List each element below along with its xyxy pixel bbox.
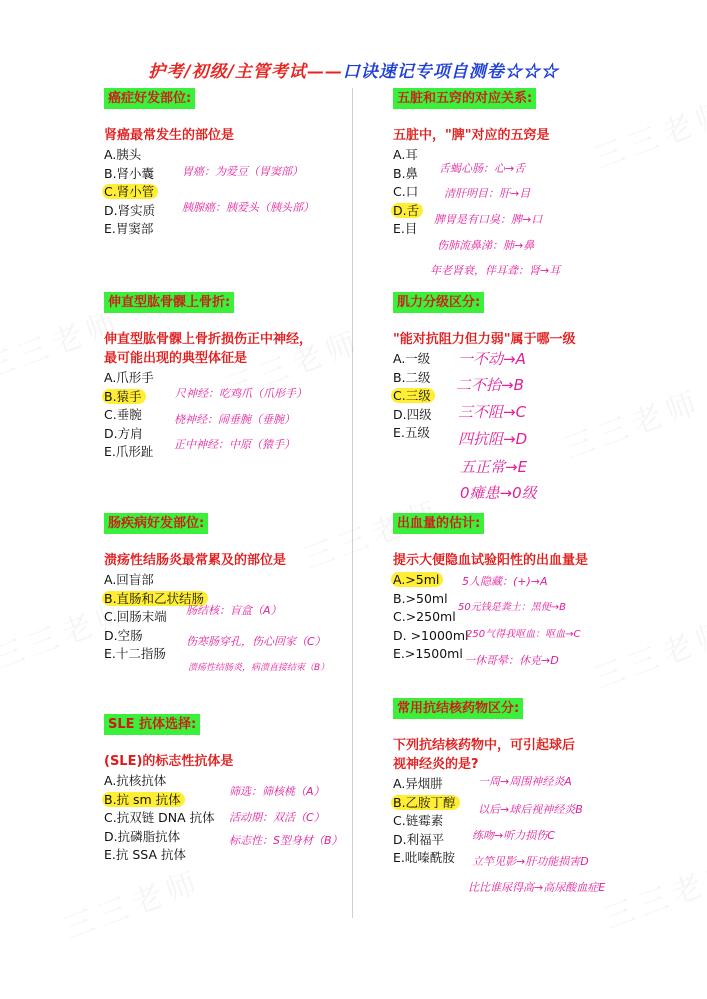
question-line: 提示大便隐血试验阳性的出血量是 xyxy=(393,553,589,568)
option[interactable]: A.异烟肼 xyxy=(393,776,443,791)
option[interactable]: D.肾实质 xyxy=(104,202,156,218)
mnemonic-note: 50元钱是粪土：黑便→B xyxy=(458,602,566,613)
mnemonic-note: 溃疡性结肠炎，病溃直接结束（B） xyxy=(188,663,330,673)
option-correct[interactable]: B.乙胺丁醇 xyxy=(393,794,693,813)
mnemonic-note: 250气得我呕血：呕血→C xyxy=(466,629,581,640)
option[interactable]: B.鼻 xyxy=(393,165,419,181)
option-correct[interactable]: B.猿手 xyxy=(104,388,404,407)
question-line: 肾癌最常发生的部位是 xyxy=(104,128,235,143)
option[interactable]: C.垂腕 xyxy=(104,407,142,422)
mnemonic-note: 五正常→E xyxy=(460,458,528,476)
mnemonic-note: 筛选：筛核桃（A） xyxy=(229,785,325,798)
mnemonic-note: 练吻→听力损伤C xyxy=(472,829,555,842)
mnemonic-note: 以后→球后视神经炎B xyxy=(478,803,583,816)
question-line: 下列抗结核药物中，可引起球后 xyxy=(393,738,576,753)
question-line: 最可能出现的典型体征是 xyxy=(104,351,248,366)
mnemonic-note: 伤肺流鼻涕：肺→鼻 xyxy=(437,239,535,252)
question-line: 视神经炎的是? xyxy=(393,757,479,772)
option[interactable]: E.爪形趾 xyxy=(104,444,154,459)
option[interactable]: A.耳 xyxy=(393,147,418,162)
option[interactable]: A.回盲部 xyxy=(104,572,154,587)
section-tag: 出血量的估计: xyxy=(393,513,484,534)
section-tag: 常用抗结核药物区分: xyxy=(393,698,523,719)
question-line: "能对抗阻力但力弱"属于哪一级 xyxy=(393,332,576,347)
mnemonic-note: 伤寒肠穿孔，伤心回家（C） xyxy=(186,635,326,648)
option[interactable]: C.回肠末端 xyxy=(104,609,167,624)
section-tag: 五脏和五窍的对应关系: xyxy=(393,88,536,109)
question-line: 溃疡性结肠炎最常累及的部位是 xyxy=(104,553,287,568)
option[interactable]: E.胃窦部 xyxy=(104,221,154,236)
option[interactable]: D. >1000ml xyxy=(393,627,469,643)
option[interactable]: A.胰头 xyxy=(104,147,142,162)
options-list xyxy=(104,146,404,239)
option[interactable]: D.空肠 xyxy=(104,627,143,643)
mnemonic-note: 一休哥晕：休克→D xyxy=(464,654,559,667)
question-line: (SLE)的标志性抗体是 xyxy=(104,754,234,769)
quiz-card-muscle xyxy=(393,291,693,443)
mnemonic-note: 桡神经：闹垂腕（垂腕） xyxy=(174,413,295,426)
mnemonic-note: 0瘫患→0级 xyxy=(460,484,537,502)
option[interactable]: D.利福平 xyxy=(393,831,445,847)
section-tag: 肌力分级区分: xyxy=(393,292,484,313)
mnemonic-note: 肠结核：盲盒（A） xyxy=(186,604,282,617)
section-tag: SLE 抗体选择: xyxy=(104,714,200,735)
option[interactable]: E.目 xyxy=(393,221,418,236)
mnemonic-note: 四抗阻→D xyxy=(458,430,528,448)
option[interactable]: A.爪形手 xyxy=(104,370,154,385)
option[interactable]: C.抗双链 DNA 抗体 xyxy=(104,810,215,825)
option[interactable]: A.一级 xyxy=(393,351,431,366)
mnemonic-note: 胃癌：为爱豆（胃窦部） xyxy=(182,165,303,178)
mnemonic-note: 脾胃是有口臭：脾→口 xyxy=(434,213,543,226)
option[interactable]: A.抗核抗体 xyxy=(104,773,167,788)
mnemonic-note: 清肝明目：肝→目 xyxy=(444,187,531,200)
question-line: 五脏中，"脾"对应的五窍是 xyxy=(393,128,550,143)
section-tag: 肠疾病好发部位: xyxy=(104,513,208,534)
mnemonic-note: 二不抬→B xyxy=(456,376,524,394)
mnemonic-note: 三不阻→C xyxy=(458,403,527,421)
option[interactable]: B.二级 xyxy=(393,369,431,385)
option-correct[interactable]: C.三级 xyxy=(393,387,693,406)
option-correct[interactable]: B.直肠和乙状结肠 xyxy=(104,590,404,609)
mnemonic-note: 5人隐藏：(+)→A xyxy=(462,575,548,588)
mnemonic-note: 尺神经：吃鸡爪（爪形手） xyxy=(175,387,307,400)
option[interactable]: E.五级 xyxy=(393,425,430,440)
option[interactable]: E.十二指肠 xyxy=(104,646,166,661)
mnemonic-note: 舌蝎心肠：心→舌 xyxy=(439,162,526,175)
mnemonic-note: 一不动→A xyxy=(458,350,526,368)
option-correct[interactable]: B.抗 sm 抗体 xyxy=(104,791,404,810)
option[interactable]: B.肾小囊 xyxy=(104,165,155,181)
option[interactable]: E.>1500ml xyxy=(393,646,463,661)
option[interactable]: C.链霉素 xyxy=(393,813,444,828)
option[interactable]: C.口 xyxy=(393,184,419,199)
section-tag: 伸直型肱骨髁上骨折: xyxy=(104,292,234,313)
option[interactable]: B.>50ml xyxy=(393,590,448,606)
option[interactable]: D.方肩 xyxy=(104,425,143,441)
mnemonic-note: 标志性：S型身材（B） xyxy=(229,834,343,847)
mnemonic-note: 正中神经：中原（猿手） xyxy=(174,438,295,451)
option[interactable]: E.抗 SSA 抗体 xyxy=(104,847,186,862)
mnemonic-note: 活动期：双活（C） xyxy=(229,811,325,824)
section-tag: 癌症好发部位: xyxy=(104,88,195,109)
option[interactable]: E.吡嗪酰胺 xyxy=(393,850,455,865)
option-correct[interactable]: D.舌 xyxy=(393,202,693,221)
title-part2: 口诀速记专项自测卷☆☆☆ xyxy=(342,62,559,82)
question-line: 伸直型肱骨髁上骨折损伤正中神经， xyxy=(104,332,313,347)
mnemonic-note: 胰腺癌：胰爱头（胰头部） xyxy=(182,201,314,214)
options-list xyxy=(393,350,693,443)
option[interactable]: D.抗磷脂抗体 xyxy=(104,828,181,844)
mnemonic-note: 比比谁尿得高→高尿酸血症E xyxy=(468,881,606,894)
mnemonic-note: 一周→周围神经炎A xyxy=(478,775,572,788)
title-part1: 护考/初级/主管考试—— xyxy=(148,62,343,82)
page-title xyxy=(0,57,707,82)
mnemonic-note: 立竿见影→肝功能损害D xyxy=(472,855,589,868)
option[interactable]: C.>250ml xyxy=(393,609,456,624)
mnemonic-note: 年老肾衰，伴耳聋：肾→耳 xyxy=(430,264,561,277)
option-correct[interactable]: A.>5ml xyxy=(393,571,693,590)
option-correct[interactable]: C.肾小管 xyxy=(104,183,404,202)
option[interactable]: D.四级 xyxy=(393,406,432,422)
watermark xyxy=(57,857,207,948)
